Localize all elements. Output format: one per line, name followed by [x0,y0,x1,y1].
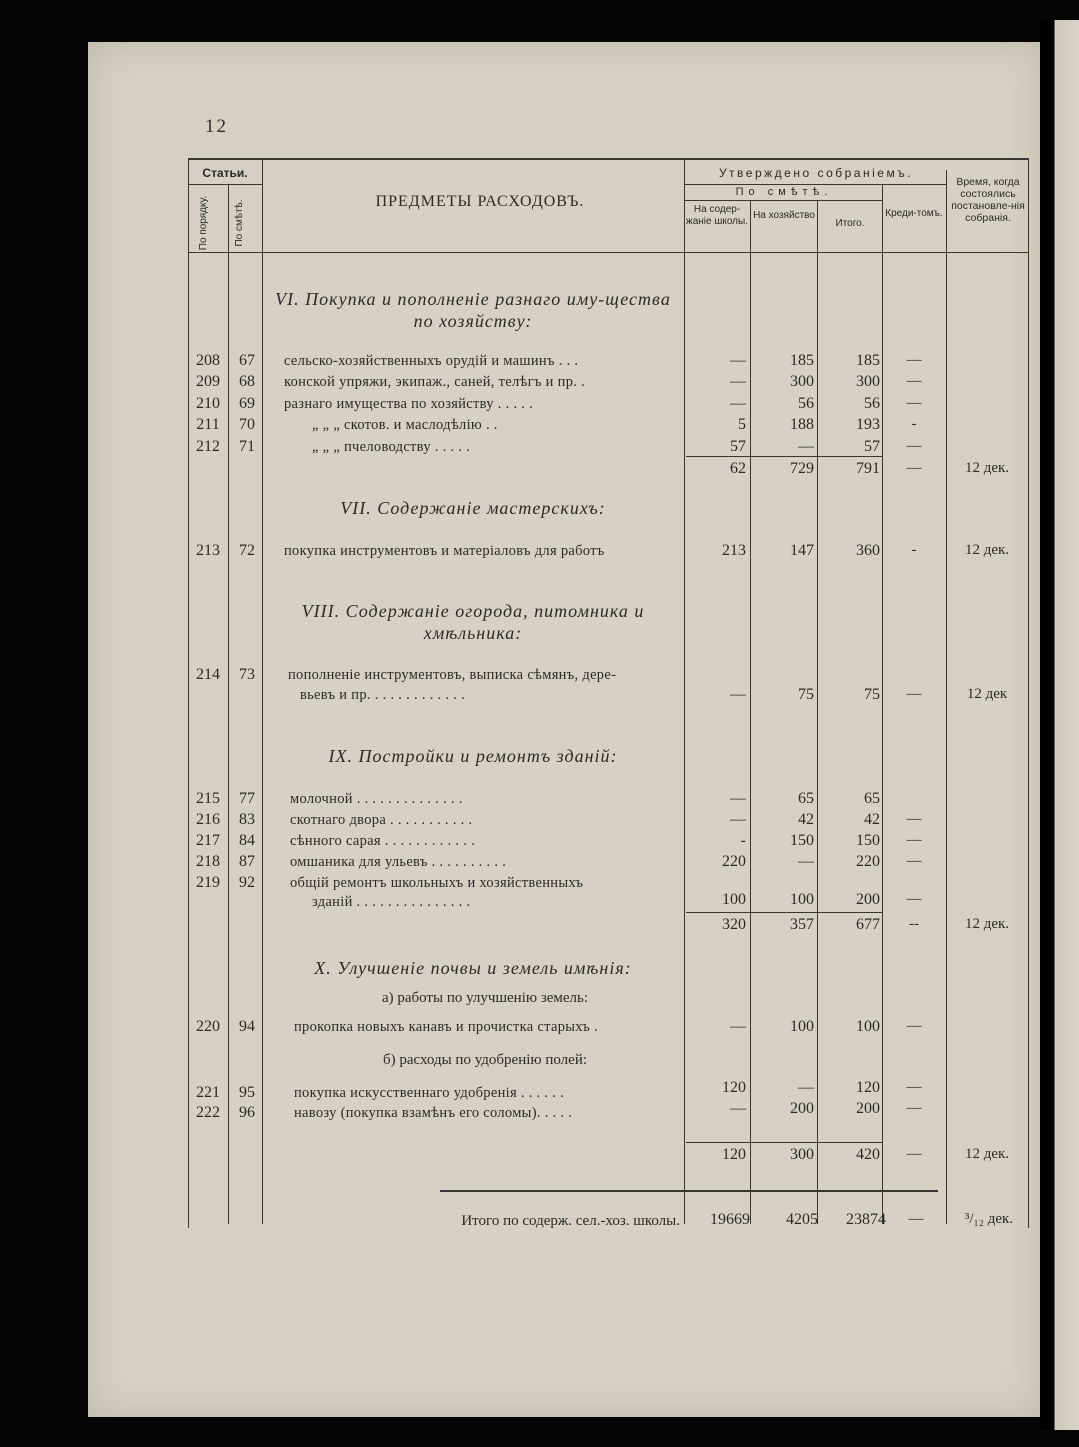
row-farm: 65 [798,790,814,807]
row-desc: „ „ „ пчеловодству . . . . . [312,439,471,455]
header-articles: Статьи. [202,166,248,180]
subtotal-rule [686,912,882,913]
row-school: 5 [738,416,746,433]
grand-total-rule [440,1190,938,1192]
subsection-a: а) работы по улучшенію земель: [381,990,589,1006]
row-school: 213 [722,542,746,559]
header-total: Итого. [835,218,865,229]
row-order: 219 [196,874,220,891]
row-credit: - [911,416,917,432]
row-order: 217 [196,832,220,849]
row-farm: 147 [790,542,814,559]
row-est: 94 [239,1018,255,1035]
row-order: 213 [196,542,220,559]
subtotal-rule [686,1142,882,1143]
row-total: 200 [856,891,880,908]
row-desc: разнаго имущества по хозяйству . . . . . [284,396,534,412]
subtotal-time: 12 дек. [964,1146,1010,1162]
row-total: 75 [864,686,880,703]
row-farm: 100 [790,891,814,908]
row-time: 12 дек. [964,542,1010,558]
row-total: 120 [856,1079,880,1096]
row-school: — [730,1100,746,1117]
row-order: 215 [196,790,220,807]
row-order: 218 [196,853,220,870]
row-desc: покупка искусственнаго удобренія . . . . . . [294,1085,565,1101]
row-farm: — [798,853,814,870]
header-by-estimate: По смѣтѣ. [234,199,245,247]
row-total: 200 [856,1100,880,1117]
row-school: — [730,373,746,390]
grand-total-school: 19669 [710,1211,750,1228]
row-desc: сѣнного сарая . . . . . . . . . . . . [290,833,476,849]
row-total: 220 [856,853,880,870]
row-est: 68 [239,373,255,390]
row-order: 212 [196,438,220,455]
row-school: — [730,790,746,807]
subtotal-rule [686,456,882,457]
row-credit: — [906,686,922,702]
row-farm: 56 [798,395,814,412]
subtotal-farm: 357 [790,916,814,933]
row-credit: — [906,1100,922,1116]
subtotal-total: 677 [856,916,880,933]
subtotal-credit: — [906,460,922,476]
subtotal-school: 320 [722,916,746,933]
row-credit: — [906,853,922,869]
col-rule-3 [684,158,685,1224]
table-left-rule [188,158,189,1228]
row-school: — [730,352,746,369]
section-title-ix: IX. Постройки и ремонтъ зданій: [328,746,618,766]
row-est: 95 [239,1084,255,1101]
row-farm: — [798,1079,814,1096]
row-est: 69 [239,395,255,412]
row-desc: скотнаго двора . . . . . . . . . . . [290,812,473,828]
row-order: 216 [196,811,220,828]
row-total: 185 [856,352,880,369]
section-title-viii: VIII. Содержаніе огорода, питомника и хмѣльника: [301,601,645,643]
col-rule-6 [882,184,883,1224]
row-est: 67 [239,352,255,369]
row-order: 221 [196,1084,220,1101]
grand-total-farm: 4205 [786,1211,818,1228]
header-school-upkeep: На содер-жаніе школы. [686,204,748,227]
row-farm: 300 [790,373,814,390]
approved-rule [684,184,946,185]
row-school: - [740,832,746,849]
grand-total-label: Итого по содерж. сел.-хоз. школы. [461,1213,680,1229]
row-credit: - [911,542,917,558]
row-desc: молочной . . . . . . . . . . . . . . [290,791,463,807]
grand-total-total: 23874 [846,1211,886,1228]
row-credit: — [906,395,922,411]
estimate-rule [684,200,882,201]
row-school: — [730,395,746,412]
row-credit: — [906,891,922,907]
row-farm: 75 [798,686,814,703]
subtotal-total: 791 [856,460,880,477]
subtotal-school: 62 [730,460,746,477]
page-number: 12 [205,116,228,137]
row-farm: 188 [790,416,814,433]
row-order: 211 [196,416,220,433]
header-time: Время, когда состоялись постановле-нія собранія. [951,176,1025,224]
row-desc-cont: зданій . . . . . . . . . . . . . . . [312,894,471,910]
row-total: 360 [856,542,880,559]
row-total: 56 [864,395,880,412]
row-credit: — [906,1079,922,1095]
row-desc: навозу (покупка взамѣнъ его соломы). . . . . [294,1105,573,1121]
row-school: — [730,1018,746,1035]
row-total: 100 [856,1018,880,1035]
row-credit: — [906,832,922,848]
header-credit: Креди-томъ. [885,208,943,219]
row-desc: прокопка новыхъ канавъ и прочистка старыхъ . [294,1019,598,1035]
row-est: 84 [239,832,255,849]
row-desc: сельско-хозяйственныхъ орудій и машинъ . . . [284,353,579,369]
table-top-rule [188,158,1028,160]
col-rule-2 [262,158,263,1224]
subtotal-credit: -- [909,916,919,932]
row-est: 71 [239,438,255,455]
row-total: 193 [856,416,880,433]
row-farm: — [798,438,814,455]
section-title-vii: VII. Содержаніе мастерскихъ: [340,498,606,518]
articles-rule [188,184,262,185]
row-desc: омшаника для ульевъ . . . . . . . . . . [290,854,507,870]
row-est: 73 [239,666,255,683]
row-farm: 42 [798,811,814,828]
col-rule-5 [817,200,818,1224]
row-est: 87 [239,853,255,870]
row-est: 77 [239,790,255,807]
subtotal-school: 120 [722,1146,746,1163]
row-farm: 100 [790,1018,814,1035]
row-time: 12 дек [966,686,1008,702]
row-order: 208 [196,352,220,369]
row-farm: 200 [790,1100,814,1117]
row-school: — [730,686,746,703]
subtotal-farm: 300 [790,1146,814,1163]
header-by-order: По порядку. [198,195,209,251]
row-school: — [730,811,746,828]
row-total: 300 [856,373,880,390]
row-school: 57 [730,438,746,455]
col-rule-4 [750,200,751,1224]
row-school: 100 [722,891,746,908]
header-approved: Утверждено собраніемъ. [718,166,914,180]
grand-total-time: ³/₁₂ дек. [964,1211,1014,1227]
row-desc: пополненіе инструментовъ, выписка сѣмянъ, дере- [288,667,617,683]
row-order: 220 [196,1018,220,1035]
row-credit: — [906,1018,922,1034]
row-order: 222 [196,1104,220,1121]
subtotal-credit: — [906,1146,922,1162]
row-credit: — [906,438,922,454]
col-rule-1 [228,184,229,1224]
subtotal-total: 420 [856,1146,880,1163]
header-farm: На хозяйство [753,210,815,221]
row-farm: 150 [790,832,814,849]
row-desc: общій ремонтъ школьныхъ и хозяйственныхъ [290,875,584,891]
row-est: 72 [239,542,255,559]
header-bottom-rule [188,252,1028,253]
next-page-edge [1040,20,1079,1430]
row-est: 92 [239,874,255,891]
row-order: 210 [196,395,220,412]
section-title-x: X. Улучшеніе почвы и земель имѣнія: [314,958,632,978]
row-farm: 185 [790,352,814,369]
header-subjects: ПРЕДМЕТЫ РАСХОДОВЪ. [375,193,585,210]
row-desc: „ „ „ скотов. и маслодѣлію . . [312,417,498,433]
row-total: 150 [856,832,880,849]
row-est: 83 [239,811,255,828]
row-total: 57 [864,438,880,455]
row-credit: — [906,811,922,827]
subtotal-farm: 729 [790,460,814,477]
subtotal-time: 12 дек. [964,916,1010,932]
grand-total-credit: — [908,1211,924,1227]
row-order: 209 [196,373,220,390]
subtotal-time: 12 дек. [964,460,1010,476]
row-desc: конской упряжи, экипаж., саней, телѣгъ и пр. . [284,374,586,390]
row-desc: покупка инструментовъ и матеріаловъ для работъ [284,543,605,559]
row-total: 42 [864,811,880,828]
row-credit: — [906,373,922,389]
row-school: 120 [722,1079,746,1096]
subsection-b: б) расходы по удобренію полей: [382,1052,588,1068]
row-total: 65 [864,790,880,807]
row-est: 96 [239,1104,255,1121]
row-school: 220 [722,853,746,870]
row-credit: — [906,352,922,368]
row-desc-cont: вьевъ и пр. . . . . . . . . . . . . [300,687,466,703]
row-order: 214 [196,666,220,683]
row-est: 70 [239,416,255,433]
header-per-estimate: По смѣтѣ. [735,186,833,198]
section-title-vi: VI. Покупка и пополненіе разнаго иму-ществa по хозяйству: [275,289,671,331]
